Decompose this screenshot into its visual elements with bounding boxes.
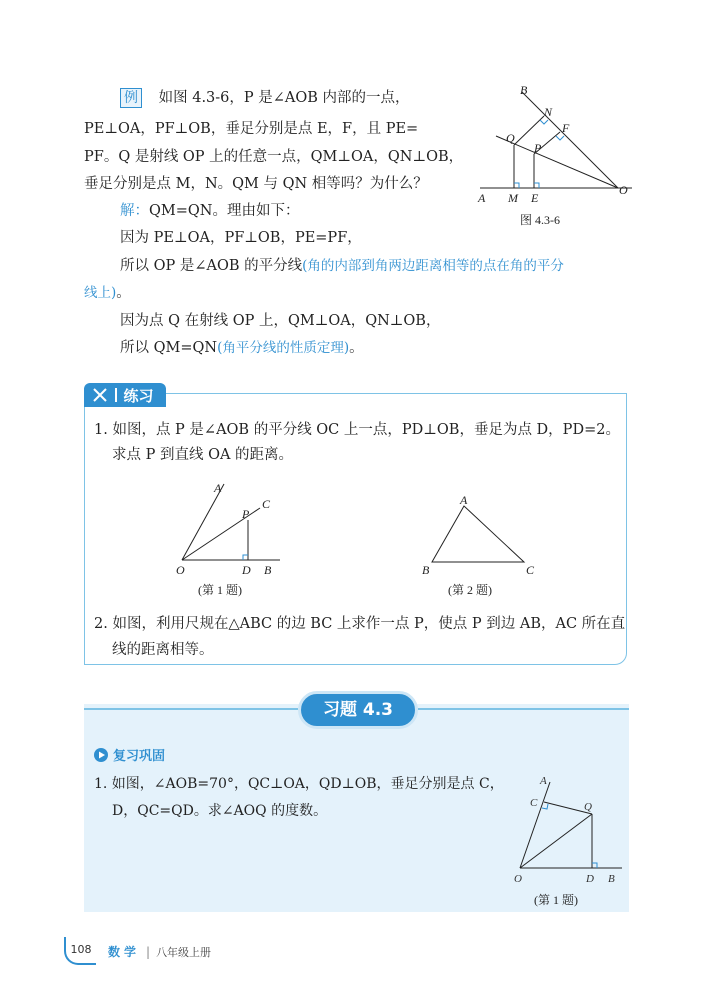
- practice-figure-1: [168, 478, 288, 602]
- fig-label-m: M: [508, 191, 518, 205]
- e1-label-o: O: [514, 873, 522, 885]
- e1-label-q: Q: [584, 801, 592, 813]
- fig-label-p: P: [534, 141, 542, 155]
- exercises-title: 习题 4.3: [298, 691, 418, 729]
- p1-label-o: O: [176, 563, 185, 577]
- p2-label-a: A: [460, 493, 468, 507]
- figure-caption: 图 4.3-6: [520, 213, 560, 227]
- p2-label-c: C: [526, 563, 535, 577]
- exercises-rule-right: [418, 708, 629, 710]
- fig-label-n: N: [544, 105, 553, 119]
- practice-q1-line-1: 1. 如图，点 P 是∠AOB 的平分线 OC 上一点，PD⊥OB，垂足为点 D，PD=2。: [94, 422, 620, 438]
- e1-label-a: A: [540, 775, 547, 787]
- practice-fig2-caption: (第 2 题): [448, 583, 492, 597]
- example-line-3: PF。Q 是射线 OP 上的任意一点，QM⊥OA，QN⊥OB，: [84, 149, 464, 165]
- practice-q2-line-2: 线的距离相等。: [112, 642, 214, 658]
- fig-label-f: F: [562, 121, 570, 135]
- exercise-q1-line-1: 1. 如图，∠AOB=70°，QC⊥OA，QD⊥OB，垂足分别是点 C，: [94, 776, 504, 792]
- fig-label-b: B: [520, 83, 528, 97]
- e1-label-d: D: [586, 873, 594, 885]
- p1-label-p: P: [242, 507, 250, 521]
- solution-label: 解：: [120, 203, 149, 219]
- theorem-note: (角的内部到角两边距离相等的点在角的平分: [302, 258, 564, 274]
- p1-label-d: D: [242, 563, 251, 577]
- exercise-q1-line-2: D，QC=QD。求∠AOQ 的度数。: [112, 803, 328, 819]
- solution-line: 解：QM=QN。理由如下：: [120, 203, 300, 219]
- figure-4-3-6: [474, 80, 634, 230]
- solution-step-2-cont: 线上)。: [84, 285, 131, 301]
- play-circle-icon: [94, 748, 108, 762]
- p1-label-b: B: [264, 563, 272, 577]
- solution-step-1: 因为 PE⊥OA，PF⊥OB，PE=PF，: [120, 230, 362, 246]
- exercise-figure-1: [508, 772, 626, 910]
- e1-label-c: C: [530, 797, 538, 809]
- fig-label-o: O: [619, 183, 628, 197]
- p2-label-b: B: [422, 563, 430, 577]
- theorem-note-2: (角平分线的性质定理): [217, 340, 350, 356]
- footer-info: 数学 | 八年级上册: [108, 944, 212, 959]
- page-number: 108: [64, 937, 96, 965]
- solution-step-2: 所以 OP 是∠AOB 的平分线(角的内部到角两边距离相等的点在角的平分: [120, 258, 564, 274]
- example-label: 例: [120, 88, 142, 108]
- fig-label-a: A: [478, 191, 486, 205]
- p1-label-a: A: [214, 481, 222, 495]
- practice-tools-icon: [92, 387, 108, 403]
- subsection-heading: [94, 745, 165, 764]
- practice-q2-line-1: 2. 如图，利用尺规在△ABC 的边 BC 上求作一点 P，使点 P 到边 AB，AC 所在直: [94, 616, 626, 632]
- example-line-2: PE⊥OA，PF⊥OB，垂足分别是点 E，F，且 PE=: [84, 121, 419, 137]
- exercises-rule-left: [84, 708, 298, 710]
- practice-tab: [84, 383, 166, 407]
- exercise-fig-caption: (第 1 题): [534, 893, 578, 907]
- practice-q1-line-2: 求点 P 到直线 OA 的距离。: [112, 447, 294, 463]
- e1-label-b: B: [608, 873, 615, 885]
- fig-label-e: E: [531, 191, 539, 205]
- p1-label-c: C: [262, 497, 271, 511]
- practice-title: 练习: [123, 386, 154, 405]
- example-line-1: 例 如图 4.3-6，P 是∠AOB 内部的一点，: [120, 88, 410, 108]
- practice-fig1-caption: (第 1 题): [198, 583, 242, 597]
- fig-label-q: Q: [506, 131, 515, 145]
- solution-step-4: 所以 QM=QN(角平分线的性质定理)。: [120, 340, 364, 356]
- subsection-title: 复习巩固: [113, 749, 166, 764]
- example-line-4: 垂足分别是点 M，N。QM 与 QN 相等吗？为什么？: [84, 176, 428, 192]
- footer-subject: 数学: [108, 945, 141, 959]
- footer-book: 八年级上册: [156, 945, 212, 959]
- solution-step-3: 因为点 Q 在射线 OP 上，QM⊥OA，QN⊥OB，: [120, 313, 441, 329]
- practice-figure-2: [418, 492, 548, 602]
